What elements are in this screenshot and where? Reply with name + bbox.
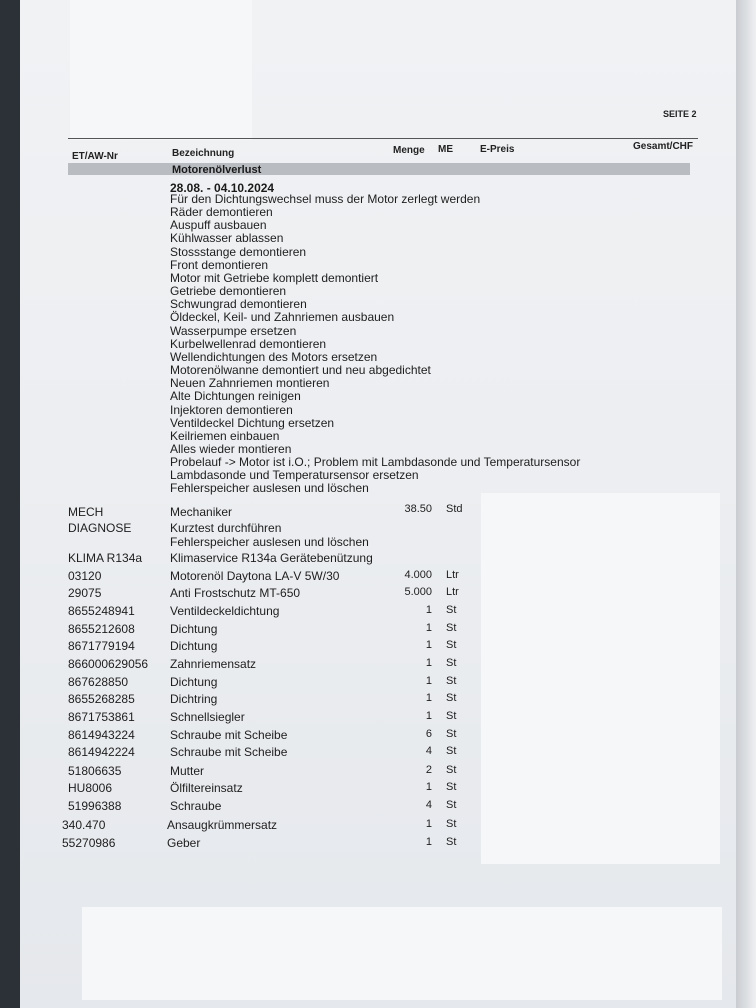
item-description: Ölfiltereinsatz — [170, 781, 243, 795]
item-quantity: 1 — [425, 604, 432, 616]
item-code: 867628850 — [68, 675, 129, 689]
line-item — [0, 505, 756, 521]
item-quantity: 4 — [425, 745, 432, 757]
item-quantity: 2 — [425, 764, 432, 776]
work-step: Alles wieder montieren — [170, 441, 292, 456]
col-header-quantity: Menge — [393, 145, 425, 156]
line-item — [0, 710, 756, 726]
work-step: Öldeckel, Keil- und Zahnriemen ausbauen — [170, 310, 395, 325]
work-step: Getriebe demontieren — [170, 284, 287, 299]
item-quantity: 1 — [425, 818, 432, 830]
line-item — [0, 836, 756, 852]
item-code: 8614943224 — [68, 728, 135, 742]
item-code: 51806635 — [68, 764, 122, 778]
item-quantity: 1 — [425, 781, 432, 793]
item-description: Dichtung — [170, 675, 218, 689]
item-description: Anti Frostschutz MT-650 — [170, 586, 301, 600]
item-code: 51996388 — [68, 799, 122, 813]
work-step: Neuen Zahnriemen montieren — [170, 376, 330, 391]
line-item — [0, 521, 756, 537]
item-description: Schraube — [170, 799, 222, 813]
item-code: HU8006 — [68, 781, 113, 795]
work-step: Schwungrad demontieren — [170, 297, 307, 312]
item-description: Mutter — [170, 764, 205, 778]
line-item — [0, 675, 756, 691]
item-description: Schraube mit Scheibe — [170, 745, 288, 759]
work-step: Fehlerspeicher auslesen und löschen — [170, 481, 369, 496]
item-quantity: 6 — [425, 728, 432, 740]
line-item — [0, 604, 756, 620]
work-step: Auspuff ausbauen — [170, 218, 267, 233]
work-step: Probelauf -> Motor ist i.O.; Problem mit Lambdasonde und Temperatursensor — [170, 455, 581, 470]
work-step: Ventildeckel Dichtung ersetzen — [170, 415, 335, 430]
work-step: Kühlwasser ablassen — [170, 231, 284, 246]
item-description: Ventildeckeldichtung — [170, 604, 280, 618]
work-step: Injektoren demontieren — [170, 402, 293, 417]
section-title: Motorenölverlust — [172, 164, 262, 176]
item-description: Klimaservice R134a Gerätebenützung — [170, 551, 373, 565]
work-step: Motorenölwanne demontiert und neu abgedichtet — [170, 363, 431, 378]
line-item — [0, 692, 756, 708]
item-description: Zahnriemensatz — [170, 657, 257, 671]
item-description: Geber — [167, 836, 201, 850]
item-code: 03120 — [68, 569, 102, 583]
item-code: 866000629056 — [68, 657, 149, 671]
item-description: Ansaugkrümmersatz — [167, 818, 278, 832]
line-item — [0, 551, 756, 567]
item-description: Schraube mit Scheibe — [170, 728, 288, 742]
line-item — [0, 799, 756, 815]
work-step: Keilriemen einbauen — [170, 428, 280, 443]
item-unit: St — [446, 764, 457, 776]
redacted-header-block — [70, 0, 252, 140]
work-step: Räder demontieren — [170, 205, 273, 220]
item-quantity: 1 — [425, 639, 432, 651]
line-item — [0, 728, 756, 744]
item-description: Dichtung — [170, 622, 218, 636]
line-item — [0, 818, 756, 834]
item-code: 55270986 — [62, 836, 116, 850]
line-item — [0, 586, 756, 602]
work-step: Lambdasonde und Temperatursensor ersetzen — [170, 468, 419, 483]
col-header-unit-price: E-Preis — [480, 144, 515, 155]
item-unit: Ltr — [446, 586, 459, 598]
item-description: Dichtring — [170, 692, 218, 706]
item-quantity: 1 — [425, 710, 432, 722]
item-code: 8655212608 — [68, 622, 135, 636]
work-step: Stossstange demontieren — [170, 244, 307, 259]
col-header-unit: ME — [438, 144, 453, 155]
item-description: Motorenöl Daytona LA-V 5W/30 — [170, 569, 340, 583]
item-quantity: 5.000 — [404, 586, 432, 598]
col-header-total: Gesamt/CHF — [633, 141, 694, 152]
item-unit: St — [446, 675, 457, 687]
work-step: Alte Dichtungen reinigen — [170, 389, 301, 404]
item-unit: St — [446, 604, 457, 616]
item-quantity: 1 — [425, 692, 432, 704]
item-unit: St — [446, 692, 457, 704]
line-item — [0, 781, 756, 797]
item-unit: St — [446, 639, 457, 651]
line-item — [0, 569, 756, 585]
item-unit: St — [446, 781, 457, 793]
item-code: 8655268285 — [68, 692, 135, 706]
line-item — [0, 745, 756, 761]
item-unit: St — [446, 745, 457, 757]
item-unit: St — [446, 836, 457, 848]
header-divider — [68, 138, 698, 139]
item-code: MECH — [68, 505, 104, 519]
work-step: Kurbelwellenrad demontieren — [170, 336, 327, 351]
item-unit: Ltr — [446, 569, 459, 581]
work-steps-list — [170, 193, 580, 496]
item-sub-description: Fehlerspeicher auslesen und löschen — [170, 535, 369, 549]
work-step: Wasserpumpe ersetzen — [170, 323, 297, 338]
item-description: Schnellsiegler — [170, 710, 245, 724]
item-unit: Std — [446, 503, 463, 515]
work-step: Für den Dichtungswechsel muss der Motor zerlegt werden — [170, 192, 481, 206]
page-number: SEITE 2 — [663, 109, 697, 119]
section-title-bar — [68, 163, 690, 175]
item-quantity: 1 — [425, 622, 432, 634]
item-unit: St — [446, 818, 457, 830]
item-unit: St — [446, 657, 457, 669]
item-code: 8671753861 — [68, 710, 135, 724]
line-item — [0, 622, 756, 638]
work-step: Motor mit Getriebe komplett demontiert — [170, 270, 379, 285]
line-item — [0, 657, 756, 673]
col-header-description: Bezeichnung — [172, 148, 235, 159]
col-header-code: ET/AW-Nr — [72, 151, 118, 162]
item-quantity: 4 — [425, 799, 432, 811]
item-code: 8655248941 — [68, 604, 135, 618]
item-quantity: 38.50 — [404, 503, 432, 515]
item-code: 29075 — [68, 586, 102, 600]
work-date-range: 28.08. - 04.10.2024 — [170, 181, 275, 195]
item-quantity: 1 — [425, 836, 432, 848]
item-unit: St — [446, 710, 457, 722]
page-edge — [736, 0, 756, 1008]
line-item — [0, 639, 756, 655]
item-code: DIAGNOSE — [68, 521, 132, 535]
redacted-footer-block — [82, 907, 722, 1000]
item-description: Mechaniker — [170, 505, 233, 519]
item-unit: St — [446, 799, 457, 811]
item-quantity: 4.000 — [404, 569, 432, 581]
line-item — [0, 764, 756, 780]
item-code: 8614942224 — [68, 745, 135, 759]
work-step: Wellendichtungen des Motors ersetzen — [170, 349, 378, 364]
work-step: Front demontieren — [170, 257, 269, 272]
item-code: KLIMA R134a — [68, 551, 143, 565]
item-description: Dichtung — [170, 639, 218, 653]
item-code: 8671779194 — [68, 639, 135, 653]
item-code: 340.470 — [62, 818, 106, 832]
item-unit: St — [446, 622, 457, 634]
item-unit: St — [446, 728, 457, 740]
item-quantity: 1 — [425, 675, 432, 687]
item-description: Kurztest durchführen — [170, 521, 282, 535]
item-quantity: 1 — [425, 657, 432, 669]
